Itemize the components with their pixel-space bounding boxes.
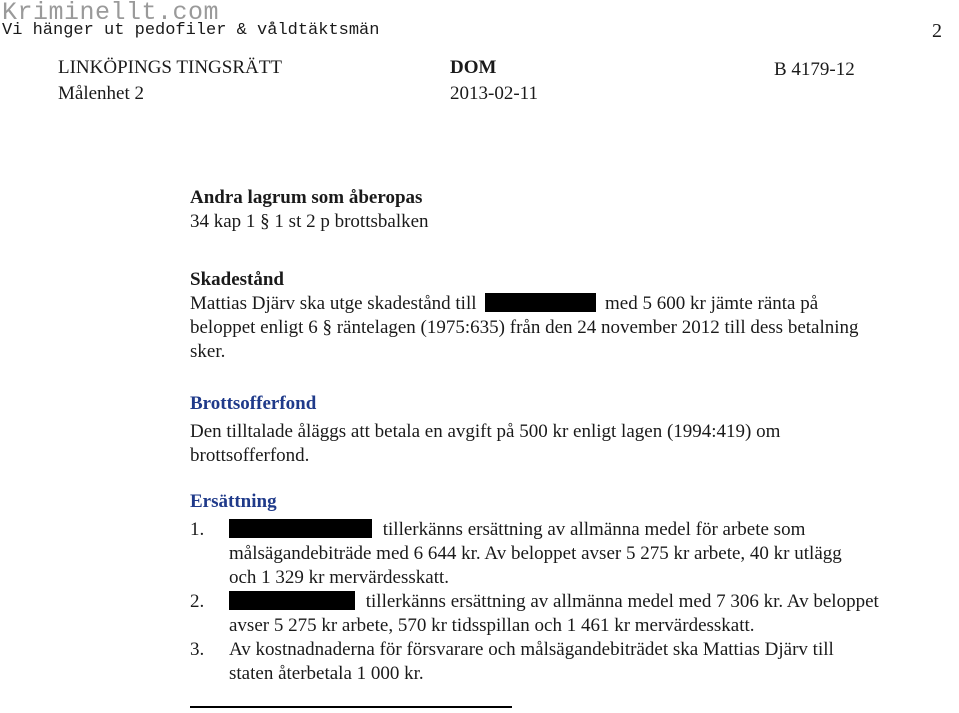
section-skadestand bbox=[190, 268, 859, 364]
list-item bbox=[190, 638, 879, 686]
document-type: DOM bbox=[450, 57, 497, 78]
list-item bbox=[190, 590, 879, 638]
ersattning-list bbox=[190, 518, 879, 686]
section-title: Skadestånd bbox=[190, 269, 284, 290]
redaction-bar bbox=[485, 293, 596, 312]
text-line: brottsofferfond. bbox=[190, 445, 310, 466]
document-date: 2013-02-11 bbox=[450, 83, 538, 104]
text-line: och 1 329 kr mervärdesskatt. bbox=[229, 567, 450, 588]
text-fragment: med 5 600 kr jämte ränta på bbox=[605, 293, 819, 314]
text-line bbox=[190, 292, 859, 316]
list-item bbox=[190, 518, 879, 590]
section-brottsofferfond bbox=[190, 392, 780, 468]
section-ersattning-title bbox=[190, 490, 277, 514]
text-fragment: Mattias Djärv ska utge skadestånd till bbox=[190, 293, 477, 314]
site-tagline: Vi hänger ut pedofiler & våldtäktsmän bbox=[2, 21, 380, 40]
site-watermark: Kriminellt.com bbox=[2, 0, 220, 27]
section-lagrum bbox=[190, 186, 429, 234]
section-title: Andra lagrum som åberopas bbox=[190, 187, 423, 208]
list-number: 1. bbox=[190, 519, 205, 540]
text-line: sker. bbox=[190, 341, 226, 362]
text-line: beloppet enligt 6 § räntelagen (1975:635) från den 24 november 2012 till dess betalning bbox=[190, 317, 859, 338]
text-line: Av kostnadnaderna för försvarare och målsägandebiträdet ska Mattias Djärv till bbox=[229, 639, 834, 660]
page-number: 2 bbox=[932, 20, 942, 42]
text-line: Den tilltalade åläggs att betala en avgift på 500 kr enligt lagen (1994:419) om bbox=[190, 421, 781, 442]
text-fragment: tillerkänns ersättning av allmänna medel med 7 306 kr. Av beloppet bbox=[365, 591, 879, 612]
section-title: Ersättning bbox=[190, 491, 277, 512]
section-text: 34 kap 1 § 1 st 2 p brottsbalken bbox=[190, 211, 429, 232]
list-number: 3. bbox=[190, 639, 205, 660]
text-line bbox=[229, 518, 879, 542]
court-unit: Målenhet 2 bbox=[58, 83, 145, 104]
text-fragment: tillerkänns ersättning av allmänna medel för arbete som bbox=[382, 519, 806, 540]
redaction-bar bbox=[229, 519, 372, 538]
court-name: LINKÖPINGS TINGSRÄTT bbox=[58, 57, 282, 78]
section-title: Brottsofferfond bbox=[190, 393, 317, 414]
redaction-bar bbox=[229, 591, 355, 610]
text-line: staten återbetala 1 000 kr. bbox=[229, 663, 424, 684]
text-line: avser 5 275 kr arbete, 570 kr tidsspillan och 1 461 kr mervärdesskatt. bbox=[229, 615, 755, 636]
text-line: målsägandebiträde med 6 644 kr. Av beloppet avser 5 275 kr arbete, 40 kr utlägg bbox=[229, 543, 842, 564]
list-number: 2. bbox=[190, 591, 205, 612]
case-number: B 4179-12 bbox=[774, 59, 855, 80]
footnote-separator bbox=[190, 706, 512, 708]
text-line bbox=[229, 590, 879, 614]
